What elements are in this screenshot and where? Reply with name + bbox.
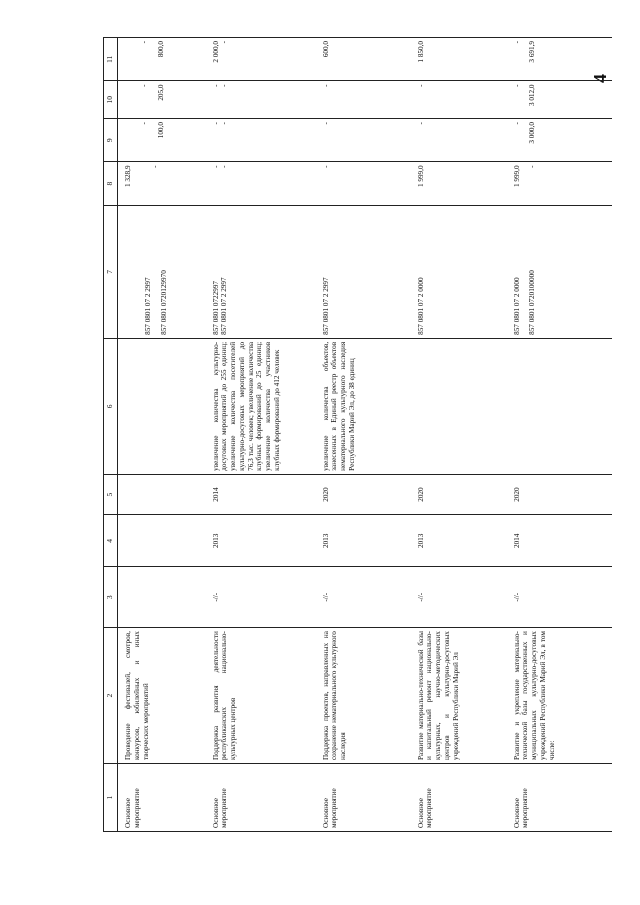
amount-2014: - bbox=[211, 122, 220, 125]
amount-2014: - bbox=[416, 122, 425, 125]
table-row bbox=[507, 38, 612, 832]
amount-2015: - bbox=[416, 84, 425, 87]
executor: -//- bbox=[316, 567, 411, 628]
budget-code: 857 0801 07 2 2997 bbox=[220, 277, 229, 335]
start-year: 2014 bbox=[507, 515, 612, 567]
amount-2014: 3 000,0 bbox=[528, 122, 537, 144]
budget-code: 857 0801 0720129970 bbox=[159, 270, 168, 335]
measure-name: Поддержка развития деятельности республиканских национально-культурных центров bbox=[206, 628, 316, 764]
amount-2015: - bbox=[211, 84, 220, 87]
expected-result bbox=[411, 338, 507, 474]
budget-code: 857 0801 07 2 0000 bbox=[416, 277, 425, 335]
table-row bbox=[206, 38, 316, 832]
header-col-4: 4 bbox=[104, 515, 118, 567]
header-col-3: 3 bbox=[104, 567, 118, 628]
start-year: 2013 bbox=[316, 515, 411, 567]
header-col-8: 8 bbox=[104, 162, 118, 205]
measure-type: Основное мероприятие bbox=[316, 764, 411, 832]
expected-result: увеличение количества культурно-досуговых мероприятий до 255 единиц; увеличение количества посетителей культурно-досуговых мероприятий до 76,3 тыс. человек; увеличение количества клубных формирований до 25 единиц; увеличение количества участников клубных формирований до 412 человек bbox=[206, 338, 316, 474]
page-number: 4 bbox=[590, 74, 610, 83]
measure-name: Развитие и укрепление материально-технической базы государственных и муниципальных культурно-досуговых учреждений Республики Марий Эл, в том числе: bbox=[507, 628, 612, 764]
amount-2016: - bbox=[512, 41, 521, 44]
executor: -//- bbox=[411, 567, 507, 628]
budget-code: 857 0801 07 2 2997 bbox=[321, 277, 330, 335]
amount-2014: 100,0 bbox=[156, 122, 165, 139]
amount-2014: - bbox=[512, 122, 521, 125]
amount-2016: 1 850,0 bbox=[416, 41, 425, 63]
amount-2016: 600,0 bbox=[321, 41, 330, 58]
amount-2014: - bbox=[140, 122, 148, 125]
amount-2015: - bbox=[512, 84, 521, 87]
amount-2016: 2 000,0 bbox=[211, 41, 220, 63]
measure-name: Поддержка проектов, направленных на сохранение нематериального культурного наследия bbox=[316, 628, 411, 764]
budget-code: 857 0801 07 2 0000 bbox=[512, 277, 521, 335]
program-measures-table bbox=[103, 37, 612, 832]
table-row bbox=[316, 38, 411, 832]
amount-2015: - bbox=[321, 84, 330, 87]
measure-type: Основное мероприятие bbox=[507, 764, 612, 832]
measure-type: Основное мероприятие bbox=[118, 764, 206, 832]
amount-2015: - bbox=[140, 84, 148, 87]
header-col-6: 6 bbox=[104, 338, 118, 474]
table-row bbox=[411, 38, 507, 832]
expected-result bbox=[118, 338, 206, 474]
amount-2013: 1 328,9 bbox=[124, 165, 132, 188]
header-col-5: 5 bbox=[104, 474, 118, 514]
header-col-9: 9 bbox=[104, 119, 118, 162]
amount-2016: 800,0 bbox=[156, 41, 165, 58]
amount-2014: - bbox=[321, 122, 330, 125]
amount-2013: 1 999,0 bbox=[512, 165, 521, 188]
header-row bbox=[104, 38, 118, 832]
amount-2015: 205,0 bbox=[156, 84, 165, 101]
executor: -//- bbox=[507, 567, 612, 628]
amount-2015: 3 012,0 bbox=[528, 84, 537, 107]
executor: -//- bbox=[206, 567, 316, 628]
expected-result: увеличение количества объектов, занесенных в Единый реестр объектов нематериального культурного наследия Республики Марий Эл, до 38 единиц bbox=[316, 338, 411, 474]
amount-2016: - bbox=[140, 41, 148, 44]
budget-code: 857 0801 07 2 2997 bbox=[144, 277, 152, 335]
start-year: 2013 bbox=[206, 515, 316, 567]
amount-2013: - bbox=[211, 165, 220, 168]
amount-2016: - bbox=[220, 41, 229, 44]
amount-2013: - bbox=[321, 165, 330, 168]
budget-code: 857 0801 0722997 bbox=[211, 280, 220, 335]
end-year: 2020 bbox=[507, 474, 612, 514]
amount-2013: - bbox=[220, 165, 229, 168]
start-year bbox=[118, 515, 206, 567]
amount-2013: - bbox=[528, 165, 537, 168]
amount-2013: 1 999,0 bbox=[416, 165, 425, 188]
table-row bbox=[118, 38, 206, 832]
header-col-2: 2 bbox=[104, 628, 118, 764]
amount-2015: - bbox=[220, 84, 229, 87]
end-year: 2014 bbox=[206, 474, 316, 514]
table-frame bbox=[103, 37, 640, 828]
measure-name: Проведение фестивалей, смотров, конкурсов, юбилейных и иных творческих мероприятий bbox=[118, 628, 206, 764]
end-year bbox=[118, 474, 206, 514]
header-col-1: 1 bbox=[104, 764, 118, 832]
end-year: 2020 bbox=[411, 474, 507, 514]
measure-name: Развитие материально-технической базы и капитальный ремонт национально-культурных, научно-методических центров и культурно-досуговых учреждений Республики Марий Эл bbox=[411, 628, 507, 764]
amount-2013: - bbox=[150, 165, 159, 168]
expected-result bbox=[507, 338, 612, 474]
measure-type: Основное мероприятие bbox=[411, 764, 507, 832]
amount-2014: - bbox=[220, 122, 229, 125]
header-col-11: 11 bbox=[104, 38, 118, 81]
amount-2016: 3 691,9 bbox=[528, 41, 537, 63]
measure-type: Основное мероприятие bbox=[206, 764, 316, 832]
start-year: 2013 bbox=[411, 515, 507, 567]
end-year: 2020 bbox=[316, 474, 411, 514]
header-col-7: 7 bbox=[104, 205, 118, 338]
executor bbox=[118, 567, 206, 628]
header-col-10: 10 bbox=[104, 81, 118, 119]
budget-code: 857 0801 0720100000 bbox=[528, 270, 537, 335]
